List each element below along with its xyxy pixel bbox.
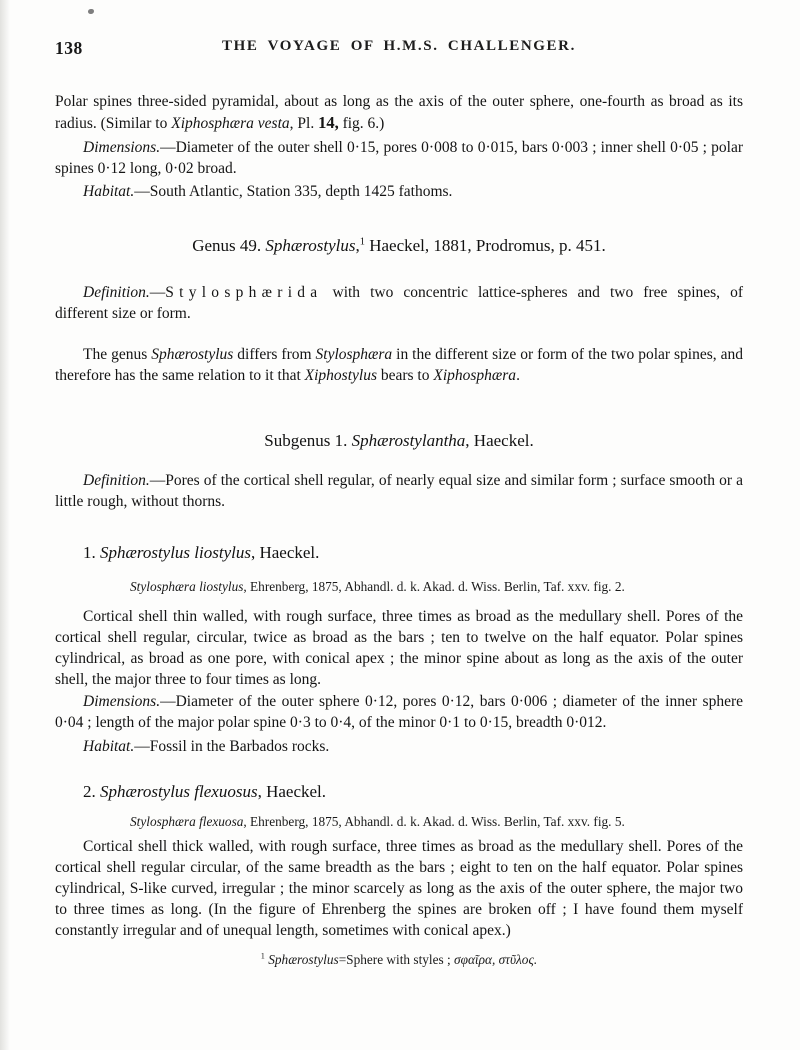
habitat-label: Habitat.	[83, 183, 135, 200]
order-name-spaced: Stylosphærida	[165, 284, 323, 301]
species-name: Sphærostylus liostylus	[100, 543, 251, 562]
footnote-text: =Sphere with styles ;	[338, 952, 455, 967]
species-1-citation	[130, 578, 743, 595]
description-text: Cortical shell thin walled, with rough surface, three times as broad as the medullary shell. Pores of the cortical shell regular, circular, twice as broad as the bars ; ten to twelve on the half equator. Polar spines cylindrical, as broad as one pore, with conical apex ; the minor spine about as long as the axis of the outer shell, the major three to four times as long.	[55, 608, 743, 688]
footnote-number: 1	[260, 951, 265, 961]
genus-name-ref: Stylosphæra	[315, 346, 393, 363]
text-run: with two concentric lattice-spheres and two free spines, of different size or form.	[55, 284, 743, 322]
species-author: , Haeckel.	[250, 543, 320, 562]
definition-label: Definition.	[83, 284, 150, 301]
dimensions-text: —Diameter of the outer sphere 0·12, pores 0·12, bars 0·006 ; diameter of the inner sphere 0·04 ; length of the major polar spine 0·3 to 0·4, of the minor 0·1 to 0·15, breadth 0·012.	[55, 693, 743, 731]
page-number: 138	[55, 38, 83, 58]
genus-definition-paragraph	[55, 282, 743, 324]
text-run: fig. 6.)	[338, 115, 385, 132]
species-1-habitat	[55, 736, 743, 757]
species-author: , Haeckel.	[257, 782, 327, 801]
text-run: The genus	[83, 346, 152, 363]
footnote-term: Sphærostylus	[264, 952, 339, 967]
text-run: —	[149, 284, 166, 301]
text-run: , Haeckel.	[465, 431, 534, 450]
text-run: , Pl.	[289, 115, 319, 132]
text-run: Haeckel, 1881, Prodromus, p. 451.	[364, 236, 606, 255]
subgenus-definition-paragraph	[55, 470, 743, 512]
text-run: ,	[355, 236, 360, 255]
text-run: differs from	[233, 346, 316, 363]
subgenus-name: Sphærostylantha	[351, 431, 466, 450]
running-title: THE VOYAGE OF H.M.S. CHALLENGER.	[222, 38, 576, 54]
plate-number: 14,	[318, 113, 339, 132]
habitat-label: Habitat.	[83, 738, 135, 755]
genus-heading	[55, 235, 743, 257]
dimensions-text: —Diameter of the outer shell 0·15, pores 0·008 to 0·015, bars 0·003 ; inner shell 0·05 ; polar spines 0·12 long, 0·02 broad.	[55, 139, 743, 177]
text-run: Polar spines three-sided pyramidal, about as long as the axis of the outer sphere, one-fourth as broad as its radius. (Similar to	[55, 93, 743, 132]
habitat-text: —Fossil in the Barbados rocks.	[134, 738, 330, 755]
species-name: Sphærostylus flexuosus	[100, 782, 258, 801]
text-run: bears to	[376, 367, 434, 384]
footnote-greek: σφαῖρα, στῦλος.	[454, 952, 538, 967]
text-run: Genus 49.	[192, 236, 266, 255]
description-text: Cortical shell thick walled, with rough surface, three times as broad as the medullary shell. Pores of the cortical shell regular circular, of the same breadth as the bars ; eight to ten on the half equator. Polar spines cylindrical, S-like curved, irregular ; the minor scarcely as long as the axis of the outer sphere, the major two to three times as long. (In the figure of Ehrenberg the spines are broken off ; I have found them myself constantly irregular and of unequal length, sometimes with conical apex.)	[55, 838, 743, 939]
genus-name-ref: Xiphosphæra	[433, 367, 517, 384]
species-2-citation	[130, 813, 743, 830]
species-2-description	[55, 836, 743, 941]
text-run: .	[516, 367, 520, 384]
definition-label: Definition.	[83, 472, 150, 489]
text-run: Subgenus 1.	[264, 431, 352, 450]
text-run: in the different size or form of the two polar spines, and therefore has the same relation to it that	[55, 346, 743, 384]
species-number: 1.	[83, 543, 100, 562]
intro-habitat-paragraph	[55, 181, 743, 202]
species-name-ref: Xiphosphæra vesta	[171, 115, 290, 132]
genus-name-ref: Sphærostylus	[151, 346, 234, 363]
footnote	[55, 951, 743, 968]
species-number: 2.	[83, 782, 100, 801]
synonym-name: Stylosphæra flexuosa	[130, 814, 244, 829]
running-head	[55, 38, 743, 60]
genus-name-ref: Xiphostylus	[304, 367, 377, 384]
species-1-description	[55, 606, 743, 690]
citation-text: , Ehrenberg, 1875, Abhandl. d. k. Akad. d. Wiss. Berlin, Taf. xxv. fig. 2.	[243, 579, 625, 594]
continuation-paragraph	[55, 91, 743, 134]
text-run: —Pores of the cortical shell regular, of nearly equal size and similar form ; surface smooth or a little rough, without thorns.	[55, 472, 743, 510]
species-1-dimensions	[55, 691, 743, 733]
genus-remark-paragraph	[55, 344, 743, 386]
species-1-heading	[83, 542, 743, 564]
species-2-heading	[83, 781, 743, 803]
intro-dimensions-paragraph	[55, 137, 743, 179]
dimensions-label: Dimensions.	[83, 139, 161, 156]
subgenus-heading	[55, 430, 743, 452]
dimensions-label: Dimensions.	[83, 693, 161, 710]
habitat-text: —South Atlantic, Station 335, depth 1425 fathoms.	[134, 183, 453, 200]
genus-name: Sphærostylus	[265, 236, 356, 255]
synonym-name: Stylosphæra liostylus	[130, 579, 244, 594]
citation-text: , Ehrenberg, 1875, Abhandl. d. k. Akad. d. Wiss. Berlin, Taf. xxv. fig. 5.	[243, 814, 625, 829]
footnote-reference: 1	[359, 236, 365, 248]
